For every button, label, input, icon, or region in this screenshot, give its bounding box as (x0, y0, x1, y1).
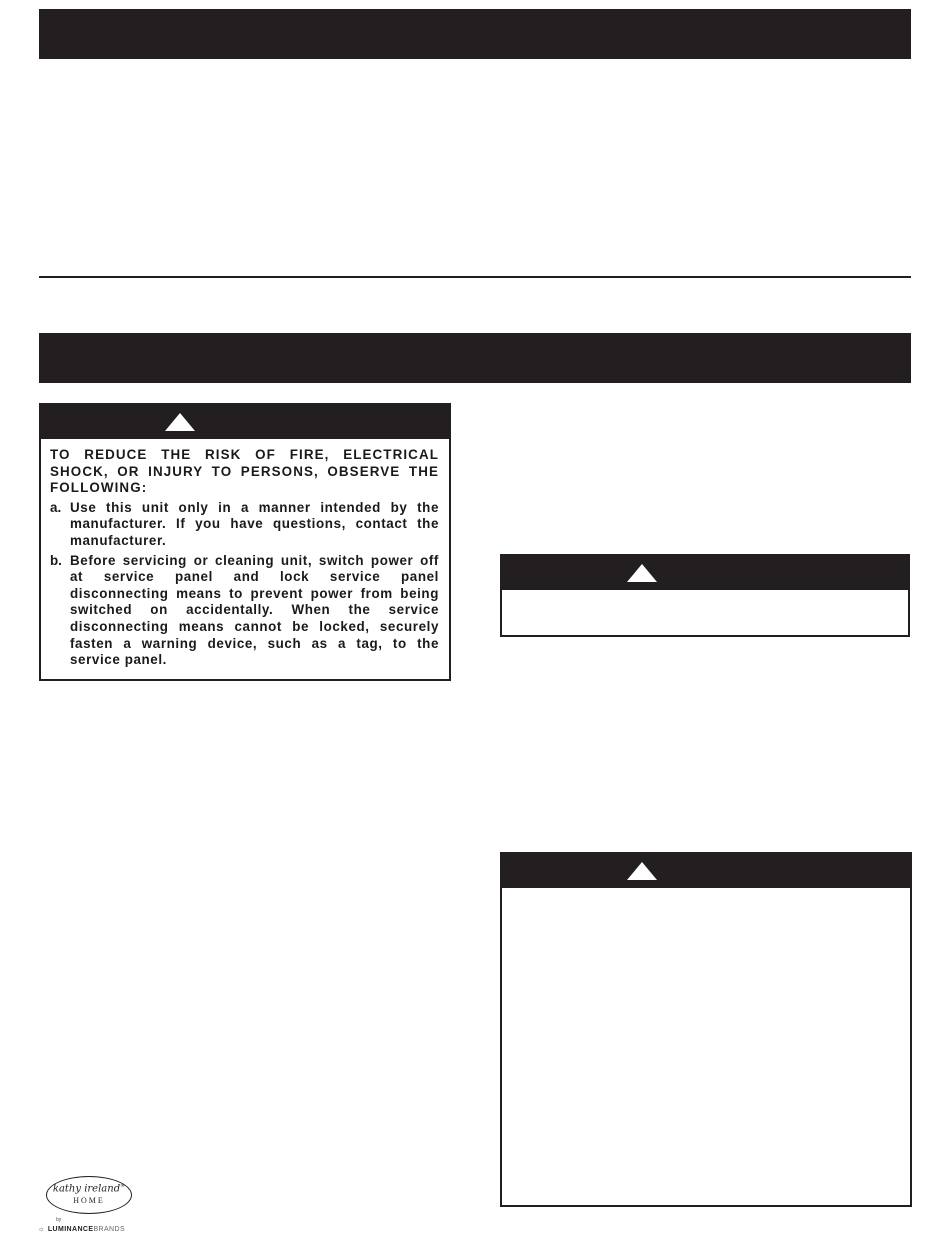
warning-triangle-icon (627, 564, 657, 582)
warning-intro: TO REDUCE THE RISK OF FIRE, ELECTRICAL SHOCK, OR INJURY TO PERSONS, OBSERVE THE FOLLOWING: (50, 447, 439, 496)
brand-logo (38, 1176, 148, 1240)
warning-item-text: Use this unit only in a manner intended by the manufacturer. If you have questions, contact the manufacturer. (70, 499, 439, 548)
logo-script-text: kathy ireland® (52, 1183, 126, 1195)
warning-item-label: b. (50, 552, 62, 568)
warning-item-label: a. (50, 499, 62, 515)
logo-by-text: by (56, 1217, 62, 1223)
warning-box-small (500, 554, 910, 637)
warning-item-a (50, 500, 439, 550)
section-divider (39, 276, 911, 278)
warning-triangle-icon (165, 413, 195, 431)
logo-home-text: HOME (73, 1196, 105, 1205)
warning-triangle-icon (627, 862, 657, 880)
warning-header (41, 405, 449, 439)
logo-brand-line: ☼ LUMINANCEBRANDS (38, 1226, 126, 1233)
section-header-bar-top (39, 9, 911, 59)
warning-item-b (50, 553, 439, 669)
warning-box-fire-shock (39, 403, 451, 681)
section-header-bar-safety (39, 333, 911, 383)
warning-header (502, 854, 910, 888)
warning-body (50, 447, 439, 669)
logo-oval (46, 1176, 132, 1214)
warning-box-large (500, 852, 912, 1207)
warning-item-text: Before servicing or cleaning unit, switch power off at service panel and lock service panel disconnecting means to prevent power from being switched on accidentally. When the service disconnecting means cannot be locked, securely fasten a warning device, such as a tag, to the service panel. (70, 552, 439, 668)
sun-icon: ☼ (38, 1226, 45, 1233)
warning-header (502, 556, 908, 590)
